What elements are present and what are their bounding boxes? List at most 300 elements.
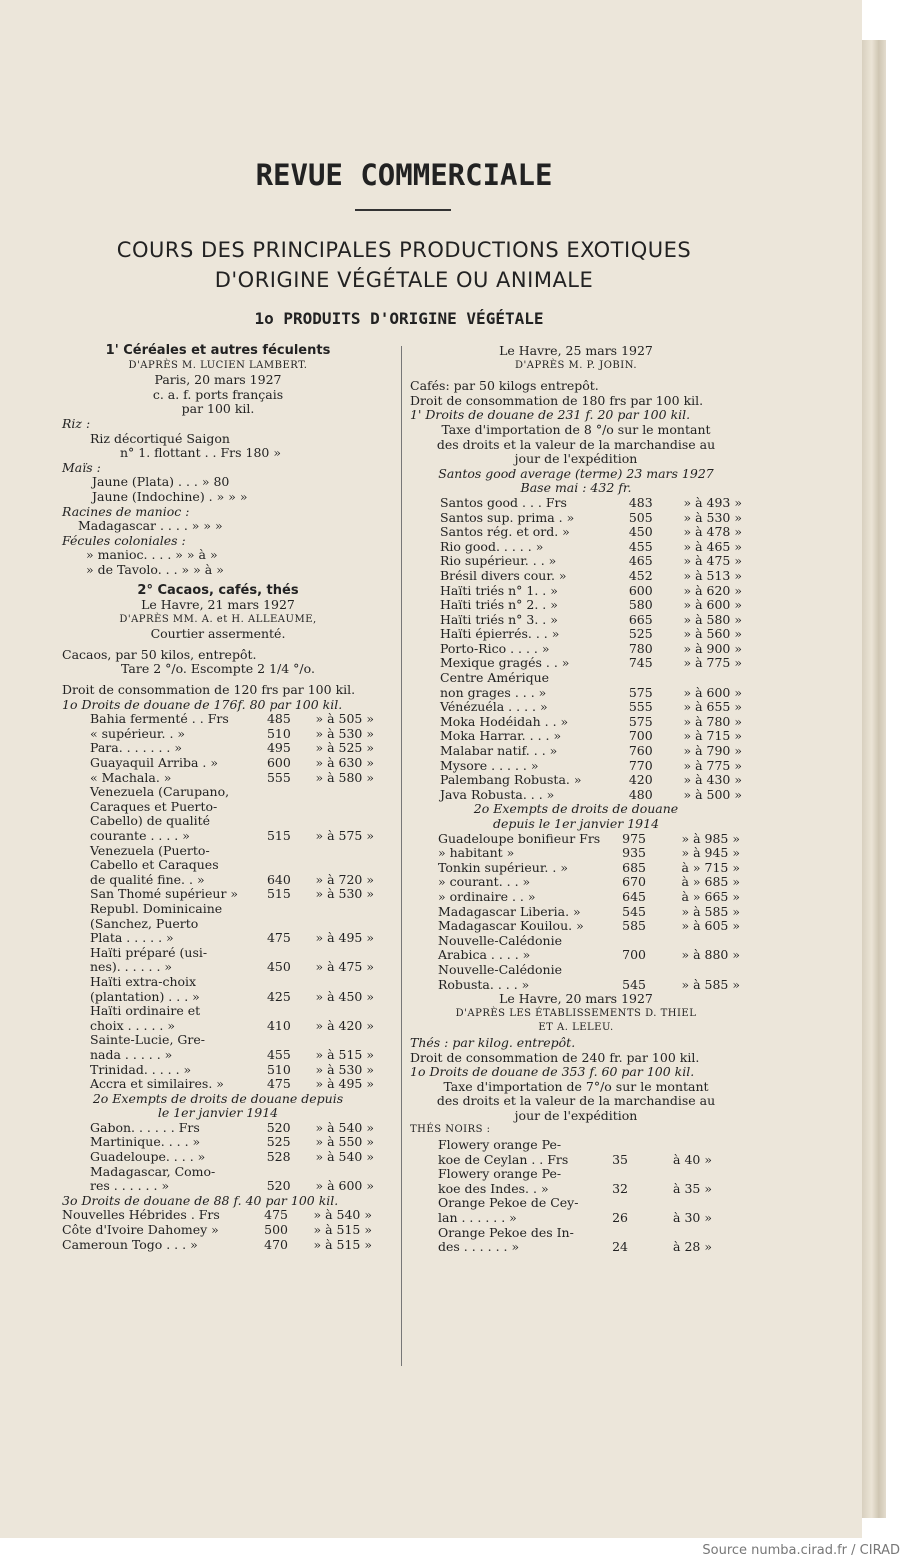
row-name: San Thomé supérieur » xyxy=(90,886,239,902)
cafes-intro: Cafés: par 50 kilogs entrepôt. xyxy=(410,378,599,394)
right-column xyxy=(410,344,742,1255)
table-row xyxy=(438,905,740,920)
riz-label: Riz : xyxy=(62,415,91,431)
row-to: » à 880 » xyxy=(681,947,740,963)
row-name: Orange Pekoe de Cey- xyxy=(438,1195,579,1211)
cereales-place-date: Paris, 20 mars 1927 xyxy=(154,372,282,388)
thes-source: D'APRÈS LES ÉTABLISSEMENTS D. THIEL xyxy=(455,1007,697,1019)
row-name: Trinidad. . . . . » xyxy=(90,1061,192,1077)
table-row xyxy=(440,540,742,555)
table-row xyxy=(438,1153,712,1168)
row-from: 510 xyxy=(266,725,291,741)
row-name: Nouvelle-Calédonie xyxy=(438,961,562,977)
row-from: 700 xyxy=(628,728,653,744)
row-to: » à 550 » xyxy=(315,1134,374,1150)
row-name: Haïti triés n° 1. . » xyxy=(440,582,558,598)
table-row xyxy=(90,1179,374,1194)
row-name: Tonkin supérieur. . » xyxy=(438,859,568,875)
row-name: » courant. . . » xyxy=(438,874,531,890)
table-row xyxy=(438,861,740,876)
row-from xyxy=(261,946,291,961)
table-row xyxy=(438,948,740,963)
row-name: Santos good . . . Frs xyxy=(440,494,567,510)
table-row xyxy=(90,1135,374,1150)
row-name: Flowery orange Pe- xyxy=(438,1166,562,1182)
row-name: nada . . . . . » xyxy=(90,1046,173,1062)
table-row xyxy=(440,569,742,584)
row-to: à 28 » xyxy=(673,1239,712,1255)
row-to xyxy=(653,671,742,686)
row-name: Rio good. . . . . » xyxy=(440,538,544,554)
row-from: 745 xyxy=(628,655,653,671)
row-to: » à 478 » xyxy=(683,524,742,540)
cacaos-heading: 2° Cacaos, cafés, thés xyxy=(137,582,299,598)
row-to: » à 630 » xyxy=(315,755,374,771)
row-from xyxy=(261,1165,291,1180)
row-to: » à 790 » xyxy=(683,743,742,759)
row-to: à » 665 » xyxy=(681,888,740,904)
subtitle-line-2: D'ORIGINE VÉGÉTALE OU ANIMALE xyxy=(214,268,594,292)
row-to: » à 505 » xyxy=(315,711,374,727)
thes-taxe-1: Taxe d'importation de 7°/o sur le montant xyxy=(443,1078,709,1094)
row-name: lan . . . . . . » xyxy=(438,1210,517,1226)
row-to: » à 530 » xyxy=(315,1061,374,1077)
mais-label: Maïs : xyxy=(62,459,101,475)
table-row xyxy=(62,1223,372,1238)
thes-table xyxy=(438,1138,712,1255)
row-to: » à 720 » xyxy=(315,871,374,887)
table-row xyxy=(440,613,742,628)
row-to xyxy=(291,800,374,815)
row-name: koe de Ceylan . . Frs xyxy=(438,1151,569,1167)
row-to: » à 775 » xyxy=(683,655,742,671)
row-from: 480 xyxy=(628,786,653,802)
row-from xyxy=(261,800,291,815)
row-name: Venezuela (Carupano, xyxy=(90,784,230,800)
table-row xyxy=(90,960,374,975)
row-to: » à 465 » xyxy=(683,538,742,554)
row-from xyxy=(261,902,291,917)
row-name: Vénézuéla . . . . » xyxy=(440,699,548,715)
row-name: Santos rég. et ord. » xyxy=(440,524,570,540)
table-row xyxy=(440,656,742,671)
row-name: Cabello et Caraques xyxy=(90,857,219,873)
row-to: à » 715 » xyxy=(681,859,740,875)
cafes-santos-2: Base mai : 432 fr. xyxy=(520,480,632,496)
row-from: 455 xyxy=(266,1046,291,1062)
table-row xyxy=(438,832,740,847)
row-to: » à 493 » xyxy=(683,494,742,510)
row-to xyxy=(291,785,374,800)
row-to xyxy=(291,975,374,990)
table-row xyxy=(90,858,374,873)
row-name: (plantation) . . . » xyxy=(90,988,200,1004)
cacaos-exempts-1: 2o Exempts de droits de douane depuis xyxy=(92,1090,344,1106)
table-row xyxy=(438,875,740,890)
row-name: Sainte-Lucie, Gre- xyxy=(90,1032,205,1048)
row-from: 528 xyxy=(266,1149,291,1165)
table-row xyxy=(440,686,742,701)
row-name: Orange Pekoe des In- xyxy=(438,1224,574,1240)
row-from: 465 xyxy=(628,553,653,569)
row-name: des . . . . . . » xyxy=(438,1239,520,1255)
row-name: Porto-Rico . . . . » xyxy=(440,640,550,656)
table-row xyxy=(438,1182,712,1197)
cereales-terms-2: par 100 kil. xyxy=(181,401,255,417)
row-to: » à 945 » xyxy=(681,845,740,861)
table-row xyxy=(90,990,374,1005)
cafes-source: D'APRÈS M. P. JOBIN. xyxy=(514,359,638,371)
row-from xyxy=(261,1033,291,1048)
table-row xyxy=(90,917,374,932)
row-to: à » 685 » xyxy=(681,874,740,890)
row-from: 450 xyxy=(628,524,653,540)
riz-line-2: n° 1. flottant . . Frs 180 » xyxy=(120,445,281,461)
row-from: 425 xyxy=(266,988,291,1004)
row-from: 555 xyxy=(266,769,291,785)
row-to: » à 600 » xyxy=(683,684,742,700)
row-from xyxy=(261,785,291,800)
thes-place-date: Le Havre, 20 mars 1927 xyxy=(499,991,653,1007)
table-row xyxy=(440,627,742,642)
table-row xyxy=(440,715,742,730)
row-to: » à 585 » xyxy=(681,903,740,919)
thes-taxe-2: des droits et la valeur de la marchandise au xyxy=(436,1093,716,1109)
row-name: courante . . . . » xyxy=(90,828,190,843)
row-from xyxy=(261,1004,291,1019)
row-to: » à 600 » xyxy=(683,597,742,613)
row-from xyxy=(261,975,291,990)
row-name: Java Robusta. . . » xyxy=(440,786,555,802)
section-heading: 1o PRODUITS D'ORIGINE VÉGÉTALE xyxy=(254,309,544,328)
table-row xyxy=(90,771,374,786)
row-name: Flowery orange Pe- xyxy=(438,1137,562,1153)
cacaos-droits-3: 3o Droits de douane de 88 f. 40 par 100 kil. xyxy=(62,1192,339,1208)
row-from xyxy=(616,934,646,949)
thes-noirs: THÉS NOIRS : xyxy=(410,1124,491,1136)
row-name: Republ. Dominicaine xyxy=(90,900,223,916)
row-to xyxy=(291,1004,374,1019)
row-to: » à 605 » xyxy=(681,918,740,934)
row-from: 24 xyxy=(612,1239,628,1255)
cacaos-table-3 xyxy=(62,1208,372,1252)
table-row xyxy=(440,759,742,774)
cacaos-table-2 xyxy=(90,1121,374,1194)
row-from: 510 xyxy=(266,1061,291,1077)
subtitle-line-1: COURS DES PRINCIPALES PRODUCTIONS EXOTIQUES xyxy=(116,238,692,262)
cafes-exempts-1: 2o Exempts de droits de douane xyxy=(473,801,679,817)
table-row xyxy=(90,727,374,742)
row-to: » à 450 » xyxy=(315,988,374,1004)
thes-intro: Thés : par kilog. entrepôt. xyxy=(410,1034,576,1050)
row-from: 452 xyxy=(628,567,653,583)
cacaos-intro: Cacaos, par 50 kilos, entrepôt. xyxy=(62,646,257,662)
row-name: Brésil divers cour. » xyxy=(440,567,567,583)
row-to: » à 715 » xyxy=(683,728,742,744)
row-to: » à 540 » xyxy=(315,1149,374,1165)
row-name: Haïti ordinaire et xyxy=(90,1003,201,1019)
row-from: 770 xyxy=(628,757,653,773)
row-to: » à 525 » xyxy=(315,740,374,756)
row-to xyxy=(646,963,740,978)
table-row xyxy=(438,890,740,905)
row-to: » à 515 » xyxy=(313,1236,372,1252)
table-row xyxy=(90,1063,374,1078)
table-row xyxy=(90,1033,374,1048)
thes-droit: Droit de consommation de 240 fr. par 100 kil. xyxy=(410,1049,700,1065)
row-name: Arabica . . . . » xyxy=(438,947,531,963)
cafes-santos-1: Santos good average (terme) 23 mars 1927 xyxy=(438,465,714,481)
table-row xyxy=(90,785,374,800)
cacaos-droits-1: 1o Droits de douane de 176f. 80 par 100 kil. xyxy=(62,696,343,712)
table-row xyxy=(438,1138,712,1153)
row-to: » à 585 » xyxy=(681,976,740,992)
row-from: 475 xyxy=(266,1076,291,1092)
row-from: 505 xyxy=(628,509,653,525)
row-from xyxy=(616,963,646,978)
row-to xyxy=(291,858,374,873)
table-row xyxy=(62,1208,372,1223)
row-to xyxy=(628,1196,712,1211)
row-from: 555 xyxy=(628,699,653,715)
riz-line-1: Riz décortiqué Saigon xyxy=(90,430,230,446)
row-to: » à 515 » xyxy=(315,1046,374,1062)
row-name: Haïti triés n° 2. . » xyxy=(440,597,558,613)
row-name: Cabello) de qualité xyxy=(90,813,211,829)
row-from: 600 xyxy=(628,582,653,598)
source-footer: Source numba.cirad.fr / CIRAD xyxy=(702,1543,900,1558)
row-from: 670 xyxy=(622,874,646,890)
left-column xyxy=(62,344,374,1252)
table-row xyxy=(90,887,374,902)
row-from: 545 xyxy=(622,976,646,992)
table-row xyxy=(90,1004,374,1019)
row-name: » habitant » xyxy=(438,845,515,861)
row-from: 475 xyxy=(266,930,291,946)
cacaos-place-date: Le Havre, 21 mars 1927 xyxy=(141,597,295,613)
row-name: Para. . . . . . . » xyxy=(90,740,183,756)
row-from: 640 xyxy=(266,871,291,887)
row-from: 935 xyxy=(622,845,646,861)
row-to: » à 540 » xyxy=(315,1119,374,1135)
table-row xyxy=(90,1121,374,1136)
row-from: 32 xyxy=(612,1180,628,1196)
fecules-line-1: » manioc. . . . » » à » xyxy=(86,547,218,563)
row-to: » à 513 » xyxy=(683,567,742,583)
table-row xyxy=(440,554,742,569)
row-name: Rio supérieur. . . » xyxy=(440,553,557,569)
row-from: 35 xyxy=(612,1151,628,1167)
table-row xyxy=(440,744,742,759)
row-to: » à 495 » xyxy=(315,930,374,946)
cacaos-source-2: Courtier assermenté. xyxy=(150,626,286,642)
row-to: » à 495 » xyxy=(315,1076,374,1092)
row-to xyxy=(291,902,374,917)
table-row xyxy=(90,712,374,727)
row-from xyxy=(261,844,291,859)
row-from: 485 xyxy=(266,711,291,727)
row-to: » à 500 » xyxy=(683,786,742,802)
row-from: 780 xyxy=(628,640,653,656)
row-from: 665 xyxy=(628,611,653,627)
row-from: 685 xyxy=(622,859,646,875)
table-row xyxy=(90,800,374,815)
cereales-source: D'APRÈS M. LUCIEN LAMBERT. xyxy=(128,359,308,371)
table-row xyxy=(62,1238,372,1253)
row-from xyxy=(261,814,291,829)
row-name: Gabon. . . . . . Frs xyxy=(90,1119,200,1135)
cacaos-source: D'APRÈS MM. A. et H. ALLEAUME, xyxy=(119,613,317,625)
cafes-place-date: Le Havre, 25 mars 1927 xyxy=(499,343,653,358)
row-to: » à 475 » xyxy=(315,959,374,975)
row-from: 500 xyxy=(264,1222,288,1238)
table-row xyxy=(90,844,374,859)
row-from: 520 xyxy=(266,1178,291,1194)
row-to xyxy=(291,844,374,859)
row-from xyxy=(598,1196,628,1211)
row-name: res . . . . . . » xyxy=(90,1178,170,1194)
manioc-line-1: Madagascar . . . . » » » xyxy=(78,518,223,534)
row-to: » à 655 » xyxy=(683,699,742,715)
row-to: » à 780 » xyxy=(683,713,742,729)
cereales-heading: 1' Céréales et autres féculents xyxy=(105,343,331,358)
row-name: Haïti triés n° 3. . » xyxy=(440,611,558,627)
row-name: « Machala. » xyxy=(90,769,172,785)
table-row xyxy=(438,1196,712,1211)
fecules-label: Fécules coloniales : xyxy=(62,532,186,548)
cereales-terms-1: c. a. f. ports français xyxy=(152,386,284,402)
cacaos-droit: Droit de consommation de 120 frs par 100 kil. xyxy=(62,682,356,698)
table-row xyxy=(440,788,742,803)
row-name: Accra et similaires. » xyxy=(90,1076,224,1092)
cafes-table-1 xyxy=(440,496,742,802)
row-name: Moka Hodéidah . . » xyxy=(440,713,569,729)
column-divider xyxy=(401,346,402,1366)
row-name: Côte d'Ivoire Dahomey » xyxy=(62,1222,219,1238)
row-from: 525 xyxy=(628,626,653,642)
row-to: » à 540 » xyxy=(313,1207,372,1223)
table-row xyxy=(90,1150,374,1165)
row-to xyxy=(628,1167,712,1182)
row-from: 410 xyxy=(266,1017,291,1033)
table-row xyxy=(90,1165,374,1180)
row-name: Nouvelles Hébrides . Frs xyxy=(62,1207,220,1223)
row-to xyxy=(291,1165,374,1180)
row-from: 600 xyxy=(266,755,291,771)
row-name: Guayaquil Arriba . » xyxy=(90,755,219,771)
row-from: 975 xyxy=(622,830,646,846)
table-row xyxy=(90,756,374,771)
row-to: » à 430 » xyxy=(683,772,742,788)
row-from: 580 xyxy=(628,597,653,613)
row-name: Madagascar, Como- xyxy=(90,1163,216,1179)
row-name: Palembang Robusta. » xyxy=(440,772,582,788)
row-name: Caraques et Puerto- xyxy=(90,798,218,814)
row-name: Madagascar Liberia. » xyxy=(438,903,581,919)
row-to: » à 530 » xyxy=(683,509,742,525)
thes-taxe-3: jour de l'expédition xyxy=(514,1107,638,1123)
cacaos-exempts-2: le 1er janvier 1914 xyxy=(157,1105,279,1121)
table-row xyxy=(90,814,374,829)
table-row xyxy=(90,902,374,917)
row-name: non grages . . . » xyxy=(440,684,547,700)
row-name: » ordinaire . . » xyxy=(438,888,536,904)
cafes-exempts-2: depuis le 1er janvier 1914 xyxy=(492,816,660,831)
row-to: » à 560 » xyxy=(683,626,742,642)
row-from: 515 xyxy=(266,886,291,902)
table-row xyxy=(440,773,742,788)
row-name: Bahia fermenté . . Frs xyxy=(90,711,229,727)
row-to: » à 530 » xyxy=(315,886,374,902)
row-to xyxy=(291,814,374,829)
row-name: Mexique gragés . . » xyxy=(440,655,570,671)
row-to: » à 580 » xyxy=(315,769,374,785)
row-to: » à 620 » xyxy=(683,582,742,598)
row-name: Cameroun Togo . . . » xyxy=(62,1236,198,1252)
table-row xyxy=(438,1167,712,1182)
thes-source-2: ET A. LELEU. xyxy=(538,1022,614,1034)
row-to: » à 580 » xyxy=(683,611,742,627)
row-from xyxy=(598,1138,628,1153)
row-to: à 35 » xyxy=(673,1180,712,1196)
thes-droits-1: 1o Droits de douane de 353 f. 60 par 100 kil. xyxy=(410,1064,695,1080)
table-row xyxy=(90,946,374,961)
table-row xyxy=(90,975,374,990)
table-row xyxy=(438,846,740,861)
row-name: Haïti épierrés. . . » xyxy=(440,626,560,642)
table-row xyxy=(90,1019,374,1034)
row-name: nes). . . . . . » xyxy=(90,959,173,975)
row-from: 455 xyxy=(628,538,653,554)
row-to: » à 475 » xyxy=(683,553,742,569)
row-to xyxy=(291,946,374,961)
cafes-taxe-1: Taxe d'importation de 8 °/o sur le montant xyxy=(441,421,711,437)
row-name: Plata . . . . . » xyxy=(90,930,174,946)
table-row xyxy=(440,584,742,599)
row-name: (Sanchez, Puerto xyxy=(90,915,199,931)
row-name: Moka Harrar. . . . » xyxy=(440,728,562,744)
page-edge xyxy=(862,40,886,1518)
row-name: Mysore . . . . . » xyxy=(440,757,539,773)
row-from: 545 xyxy=(622,903,646,919)
table-row xyxy=(438,963,740,978)
table-row xyxy=(438,1240,712,1255)
row-from: 575 xyxy=(628,713,653,729)
table-row xyxy=(90,1048,374,1063)
row-to: » à 600 » xyxy=(315,1178,374,1194)
row-from: 475 xyxy=(264,1207,288,1223)
table-row xyxy=(90,931,374,946)
row-to: » à 420 » xyxy=(315,1017,374,1033)
row-from: 525 xyxy=(266,1134,291,1150)
row-from: 420 xyxy=(628,772,653,788)
page-title: REVUE COMMERCIALE xyxy=(255,158,553,192)
table-row xyxy=(438,1211,712,1226)
table-row xyxy=(440,729,742,744)
cafes-droits-1: 1' Droits de douane de 231 f. 20 par 100 kil. xyxy=(410,407,691,423)
row-name: Venezuela (Puerto- xyxy=(90,842,210,858)
table-row xyxy=(438,978,740,993)
row-name: Madagascar Kouilou. » xyxy=(438,918,584,934)
row-to xyxy=(291,917,374,932)
row-to: » à 775 » xyxy=(683,757,742,773)
row-from: 483 xyxy=(628,494,653,510)
row-to: » à 575 » xyxy=(315,828,374,843)
row-from xyxy=(261,917,291,932)
title-rule xyxy=(355,209,451,211)
row-to: à 30 » xyxy=(673,1210,712,1226)
row-name: Nouvelle-Calédonie xyxy=(438,932,562,948)
